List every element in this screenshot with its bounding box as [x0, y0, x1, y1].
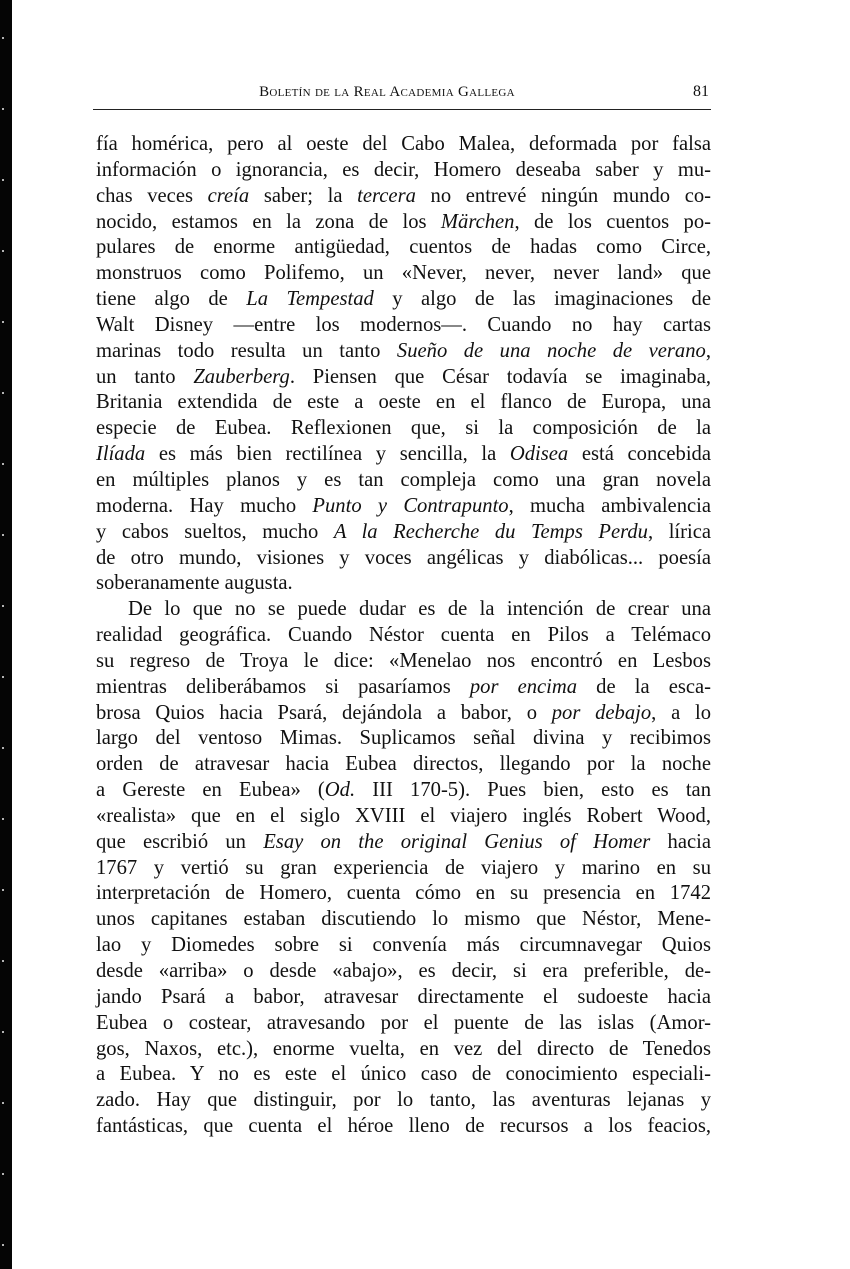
italic-title: Od. [324, 779, 356, 802]
text-run: «realista» que en el siglo XVIII el viajero inglés Robert Wood, [96, 804, 711, 827]
text-run: de otro mundo, visiones y voces angélicas y diabólicas... poesía [96, 546, 711, 569]
text-line [96, 158, 711, 184]
text-run: un tanto [96, 365, 194, 388]
text-line [96, 597, 711, 623]
text-run: jando Psará a babor, atravesar directamente el sudoeste hacia [96, 985, 711, 1008]
text-run: a Gereste en Eubea» ( [96, 779, 325, 802]
text-line [96, 933, 711, 959]
text-line [96, 1037, 711, 1063]
text-line [96, 416, 711, 442]
text-run: su regreso de Troya le dice: «Menelao nos encontró en Lesbos [96, 649, 711, 672]
text-run: no entrevé ningún mundo co- [415, 184, 712, 207]
text-line [96, 365, 711, 391]
italic-title: Märchen [440, 210, 515, 233]
italic-title: La Tempestad [246, 288, 374, 311]
text-run: y cabos sueltos, mucho [96, 520, 334, 543]
italic-title: A la Recherche du Temps Perdu [333, 520, 648, 543]
text-line [96, 856, 711, 882]
italic-title: Odisea [509, 443, 569, 466]
text-run: , [705, 339, 711, 362]
text-run: Walt Disney —entre los modernos—. Cuando no hay cartas [96, 313, 711, 336]
text-line [96, 778, 711, 804]
text-run: a Eubea. Y no es este el único caso de conocimiento especiali- [96, 1063, 711, 1086]
text-run: tiene algo de [96, 288, 247, 311]
text-line [96, 985, 711, 1011]
text-run: fía homérica, pero al oeste del Cabo Malea, deformada por falsa [96, 133, 711, 155]
text-line [96, 468, 711, 494]
italic-title: Esay on the original Genius of Homer [263, 830, 651, 853]
paragraph [96, 597, 711, 1140]
text-line [96, 132, 711, 158]
text-run: de la esca- [577, 675, 711, 698]
text-line [96, 571, 711, 597]
running-header [93, 84, 711, 102]
italic-title: tercera [357, 184, 416, 207]
text-run: . Piensen que César todavía se imaginaba, [289, 365, 711, 388]
text-line [96, 804, 711, 830]
text-line [96, 752, 711, 778]
text-line [96, 649, 711, 675]
text-run: información o ignorancia, es decir, Homero deseaba saber y mu- [96, 158, 711, 181]
text-run: largo del ventoso Mimas. Suplicamos señal divina y recibimos [96, 727, 711, 750]
text-run: chas veces [96, 184, 208, 207]
text-line [96, 675, 711, 701]
text-line [96, 1088, 711, 1114]
text-line [96, 623, 711, 649]
text-line [96, 701, 711, 727]
paragraph [96, 132, 711, 597]
text-line [96, 1011, 711, 1037]
text-run: , a lo [651, 701, 711, 724]
text-line [96, 520, 711, 546]
text-line [96, 830, 711, 856]
italic-title: por debajo [551, 701, 652, 724]
text-run: gos, Naxos, etc.), enorme vuelta, en vez del directo de Tenedos [96, 1037, 711, 1060]
text-run: De lo que no se puede dudar es de la intención de crear una [128, 598, 711, 621]
text-run: está concebida [568, 443, 711, 466]
text-line [96, 339, 711, 365]
text-line [96, 442, 711, 468]
text-line [96, 546, 711, 572]
page-number: 81 [693, 83, 709, 100]
text-run: nocido, estamos en la zona de los [96, 210, 441, 233]
text-run: en múltiples planos y es tan compleja como una gran novela [96, 468, 711, 491]
text-run: desde «arriba» o desde «abajo», es decir, si era preferible, de- [96, 960, 711, 982]
text-run: , mucha ambivalencia [508, 494, 711, 517]
text-run: Britania extendida de este a oeste en el flanco de Europa, una [96, 391, 711, 414]
text-run: monstruos como Polifemo, un «Never, never, never land» que [96, 262, 711, 285]
text-run: marinas todo resulta un tanto [96, 339, 397, 362]
scan-edge-shadow [0, 0, 12, 1269]
text-run: , lírica [647, 520, 711, 543]
text-line [96, 287, 711, 313]
text-run: interpretación de Homero, cuenta cómo en su presencia en 1742 [96, 882, 711, 905]
text-run: moderna. Hay mucho [96, 494, 313, 517]
italic-title: creía [207, 184, 250, 207]
text-line [96, 1114, 711, 1140]
text-run: Eubea o costear, atravesando por el puente de las islas (Amor- [96, 1011, 711, 1034]
text-run: 1767 y vertió su gran experiencia de viajero y marino en su [96, 856, 711, 879]
text-run: que escribió un [96, 830, 264, 853]
text-run: es más bien rectilínea y sencilla, la [145, 443, 510, 466]
text-run: zado. Hay que distinguir, por lo tanto, las aventuras lejanas y [96, 1089, 711, 1112]
text-run: hacia [650, 830, 711, 853]
text-run: soberanamente augusta. [96, 572, 293, 595]
text-run: orden de atravesar hacia Eubea directos, llegando por la noche [96, 753, 711, 776]
text-line [96, 313, 711, 339]
text-run: , de los cuentos po- [514, 210, 711, 233]
italic-title: Zauberberg [193, 365, 290, 388]
text-run: brosa Quios hacia Psará, dejándola a babor, o [96, 701, 552, 724]
text-line [96, 261, 711, 287]
text-run: pulares de enorme antigüedad, cuentos de hadas como Circe, [96, 236, 711, 259]
text-line [96, 881, 711, 907]
text-run: mientras deliberábamos si pasaríamos [96, 675, 470, 698]
italic-title: Punto y Contrapunto [312, 494, 509, 517]
text-run: realidad geográfica. Cuando Néstor cuenta en Pilos a Telémaco [96, 624, 711, 647]
text-line [96, 210, 711, 236]
text-run: lao y Diomedes sobre si convenía más circumnavegar Quios [96, 934, 711, 957]
text-line [96, 235, 711, 261]
text-run: y algo de las imaginaciones de [373, 288, 711, 311]
text-line [96, 184, 711, 210]
text-line [96, 907, 711, 933]
text-line [96, 959, 711, 985]
italic-title: Ilíada [96, 443, 146, 466]
text-run: especie de Eubea. Reflexionen que, si la composición de la [96, 417, 711, 440]
italic-title: Sueño de una noche de verano [396, 339, 706, 362]
text-line [96, 726, 711, 752]
running-title: Boletín de la Real Academia Gallega [259, 84, 515, 100]
body-text [96, 132, 711, 1140]
text-run: III 170-5). Pues bien, esto es tan [355, 779, 711, 802]
header-rule [93, 109, 711, 110]
text-run: fantásticas, que cuenta el héroe lleno de recursos a los feacios, [96, 1115, 711, 1138]
text-line [96, 390, 711, 416]
text-run: saber; la [249, 184, 358, 207]
italic-title: por encima [469, 675, 578, 698]
text-line [96, 1062, 711, 1088]
text-run: unos capitanes estaban discutiendo lo mismo que Néstor, Mene- [96, 908, 711, 931]
text-line [96, 494, 711, 520]
